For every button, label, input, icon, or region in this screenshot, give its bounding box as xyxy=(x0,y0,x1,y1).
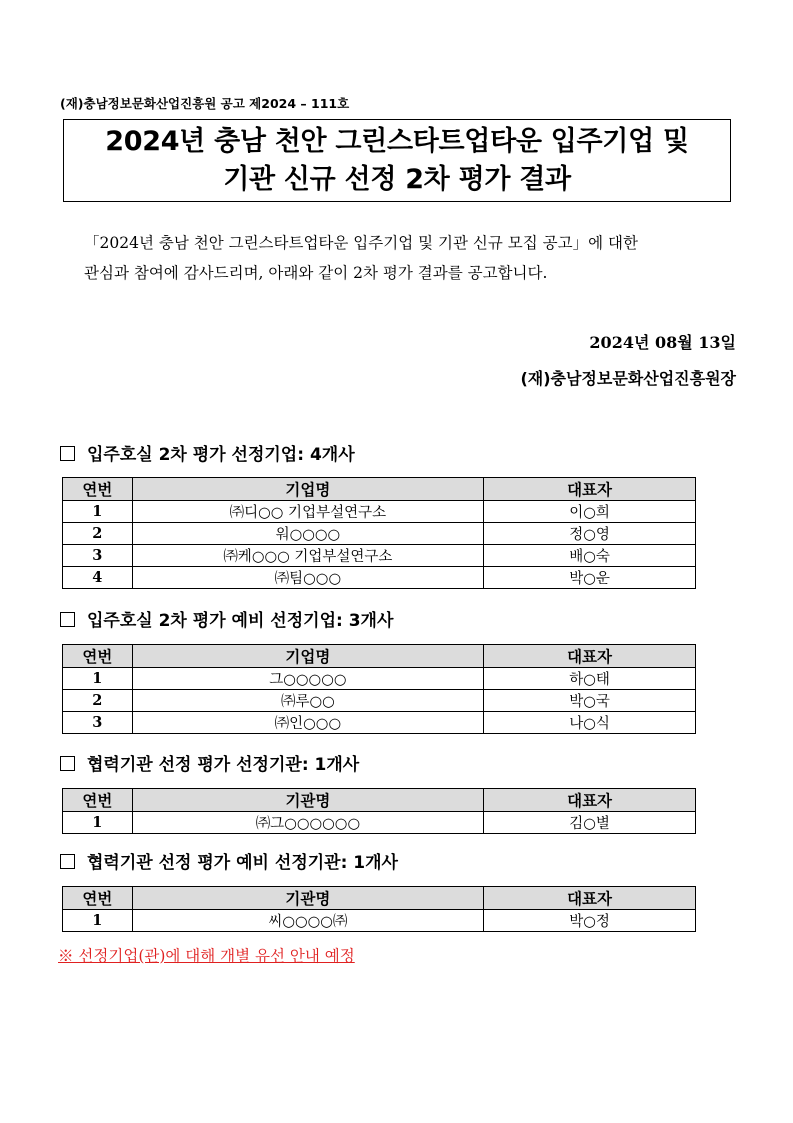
cell-rep: 김○별 xyxy=(484,812,696,834)
phone-notice: ※ 선정기업(관)에 대해 개별 유선 안내 예정 xyxy=(58,947,355,965)
cell-rep: 하○태 xyxy=(484,668,696,690)
cell-name: ㈜인○○○ xyxy=(132,712,483,734)
title-box xyxy=(63,119,731,202)
cell-no: 1 xyxy=(63,910,133,932)
cell-no: 3 xyxy=(63,712,133,734)
announcement-date: 2024년 08월 13일 xyxy=(589,333,736,352)
cell-rep: 박○운 xyxy=(484,567,696,589)
cell-rep: 박○국 xyxy=(484,690,696,712)
cell-rep: 이○희 xyxy=(484,501,696,523)
cell-name: ㈜디○○ 기업부설연구소 xyxy=(132,501,483,523)
title-line-1: 2024년 충남 천안 그린스타트업타운 입주기업 및 xyxy=(105,126,689,157)
section-title-1 xyxy=(60,440,355,465)
header-rep: 대표자 xyxy=(484,789,696,812)
cell-no: 2 xyxy=(63,690,133,712)
section-title-3 xyxy=(60,750,359,775)
signer: (재)충남정보문화산업진흥원장 xyxy=(520,369,736,388)
header-no: 연번 xyxy=(63,478,133,501)
table-row xyxy=(63,567,696,589)
cell-name: 씨○○○○㈜ xyxy=(132,910,483,932)
header-name: 기업명 xyxy=(132,645,483,668)
header-name: 기관명 xyxy=(132,789,483,812)
header-rep: 대표자 xyxy=(484,645,696,668)
cell-no: 1 xyxy=(63,501,133,523)
table-header-row xyxy=(63,789,696,812)
section-title-text: 입주호실 2차 평가 예비 선정기업: 3개사 xyxy=(87,611,394,631)
section-title-text: 입주호실 2차 평가 선정기업: 4개사 xyxy=(87,445,355,465)
section-title-4 xyxy=(60,848,398,873)
cell-no: 1 xyxy=(63,812,133,834)
title-line-2: 기관 신규 선정 2차 평가 결과 xyxy=(223,164,571,195)
notice-number: (재)충남정보문화산업진흥원 공고 제2024 – 111호 xyxy=(60,96,350,111)
cell-no: 2 xyxy=(63,523,133,545)
cell-no: 4 xyxy=(63,567,133,589)
section-title-2 xyxy=(60,606,393,631)
header-rep: 대표자 xyxy=(484,887,696,910)
selected-companies-table xyxy=(62,477,696,589)
checkbox-square-icon xyxy=(60,446,75,461)
cell-name: ㈜그○○○○○○ xyxy=(132,812,483,834)
header-no: 연번 xyxy=(63,887,133,910)
section-title-text: 협력기관 선정 평가 선정기관: 1개사 xyxy=(87,755,360,775)
table-row xyxy=(63,668,696,690)
header-no: 연번 xyxy=(63,645,133,668)
table-header-row xyxy=(63,478,696,501)
cell-name: 워○○○○ xyxy=(132,523,483,545)
cell-no: 1 xyxy=(63,668,133,690)
cell-rep: 나○식 xyxy=(484,712,696,734)
table-header-row xyxy=(63,887,696,910)
intro-line-1: 「2024년 충남 천안 그린스타트업타운 입주기업 및 기관 신규 모집 공고」에 대한 xyxy=(84,234,638,252)
cell-name: ㈜팀○○○ xyxy=(132,567,483,589)
cell-rep: 정○영 xyxy=(484,523,696,545)
header-no: 연번 xyxy=(63,789,133,812)
header-name: 기업명 xyxy=(132,478,483,501)
checkbox-square-icon xyxy=(60,756,75,771)
checkbox-square-icon xyxy=(60,854,75,869)
reserve-institutions-table xyxy=(62,886,696,932)
cell-name: ㈜루○○ xyxy=(132,690,483,712)
cell-name: 그○○○○○ xyxy=(132,668,483,690)
cell-rep: 박○정 xyxy=(484,910,696,932)
reserve-companies-table xyxy=(62,644,696,734)
selected-institutions-table xyxy=(62,788,696,834)
intro-paragraph xyxy=(84,228,744,288)
section-title-text: 협력기관 선정 평가 예비 선정기관: 1개사 xyxy=(87,853,398,873)
header-rep: 대표자 xyxy=(484,478,696,501)
table-row xyxy=(63,812,696,834)
table-row xyxy=(63,545,696,567)
table-row xyxy=(63,712,696,734)
header-name: 기관명 xyxy=(132,887,483,910)
cell-rep: 배○숙 xyxy=(484,545,696,567)
table-row xyxy=(63,523,696,545)
checkbox-square-icon xyxy=(60,612,75,627)
table-header-row xyxy=(63,645,696,668)
cell-name: ㈜케○○○ 기업부설연구소 xyxy=(132,545,483,567)
table-row xyxy=(63,910,696,932)
intro-line-2: 관심과 참여에 감사드리며, 아래와 같이 2차 평가 결과를 공고합니다. xyxy=(84,264,548,282)
table-row xyxy=(63,690,696,712)
cell-no: 3 xyxy=(63,545,133,567)
table-row xyxy=(63,501,696,523)
